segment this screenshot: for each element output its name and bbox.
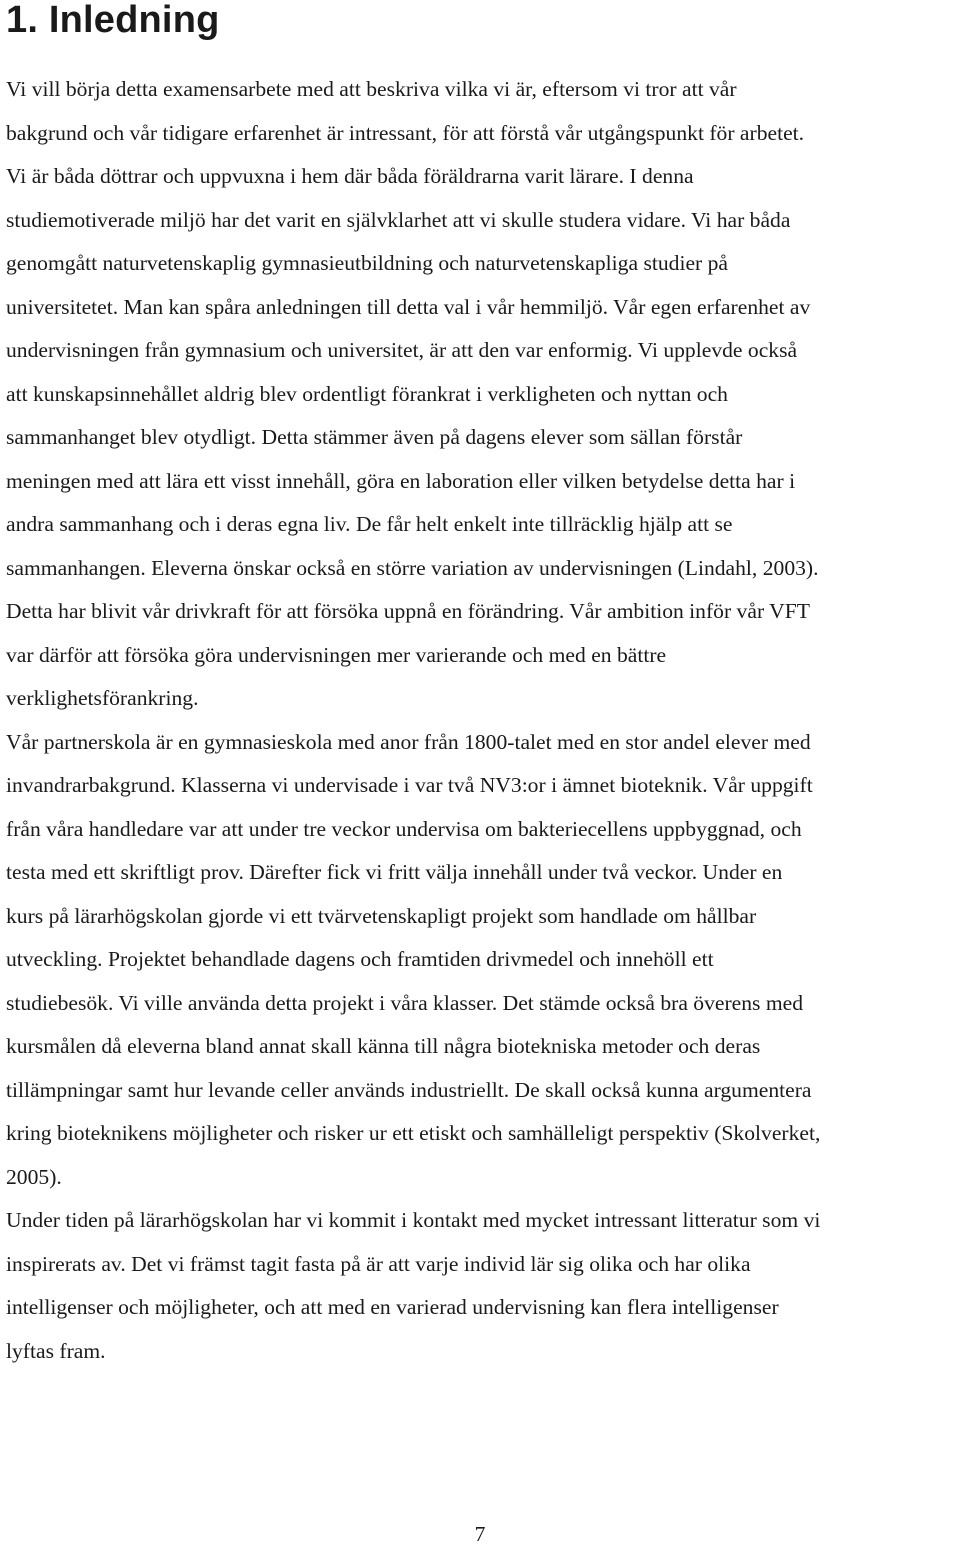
text-line: inspirerats av. Det vi främst tagit fasta på är att varje individ lär sig olika och har olika — [6, 1251, 751, 1276]
text-line: att kunskapsinnehållet aldrig blev ordentligt förankrat i verkligheten och nyttan och — [6, 381, 728, 406]
text-line: meningen med att lära ett visst innehåll, göra en laboration eller vilken betydelse detta har i — [6, 468, 796, 493]
text-line: Vår partnerskola är en gymnasieskola med anor från 1800-talet med en stor andel elever med — [6, 729, 811, 754]
text-line: undervisningen från gymnasium och universitet, är att den var enformig. Vi upplevde också — [6, 338, 798, 362]
text-line: kurs på lärarhögskolan gjorde vi ett tvärvetenskapligt projekt som handlade om hållbar — [6, 903, 757, 928]
text-line: universitetet. Man kan spåra anledningen till detta val i vår hemmiljö. Vår egen erfarenhet av — [6, 294, 811, 319]
text-line: studiebesök. Vi ville använda detta projekt i våra klasser. Det stämde också bra överens med — [6, 990, 804, 1015]
text-line: testa med ett skriftligt prov. Därefter fick vi fritt välja innehåll under två veckor. Under en — [6, 860, 783, 884]
text-line: invandrarbakgrund. Klasserna vi undervisade i var två NV3:or i ämnet bioteknik. Vår uppgift — [6, 773, 813, 797]
page-number: 7 — [474, 1522, 486, 1546]
text-line: verklighetsförankring. — [6, 686, 199, 710]
text-line: Vi är båda döttrar och uppvuxna i hem där båda föräldrarna varit lärare. I denna — [6, 164, 694, 188]
section-heading: 1. Inledning — [6, 0, 220, 41]
text-line: sammanhangen. Eleverna önskar också en större variation av undervisningen (Lindahl, 2003). — [6, 555, 819, 580]
text-line: 2005). — [6, 1164, 62, 1189]
text-line: intelligenser och möjligheter, och att med en varierad undervisning kan flera intelligenser — [6, 1295, 779, 1319]
text-line: genomgått naturvetenskaplig gymnasieutbildning och naturvetenskapliga studier på — [6, 251, 729, 275]
text-line: kring bioteknikens möjligheter och risker ur ett etiskt och samhälleligt perspektiv (Skolverket, — [6, 1121, 821, 1145]
text-line: utveckling. Projektet behandlade dagens och framtiden drivmedel och innehöll ett — [6, 947, 714, 971]
text-line: Vi vill börja detta examensarbete med att beskriva vilka vi är, eftersom vi tror att vår — [6, 77, 737, 101]
text-line: lyftas fram. — [6, 1338, 106, 1363]
text-line: bakgrund och vår tidigare erfarenhet är intressant, för att förstå vår utgångspunkt för arbetet. — [6, 120, 805, 145]
text-line: Under tiden på lärarhögskolan har vi kommit i kontakt med mycket intressant litteratur som vi — [6, 1208, 821, 1232]
text-line: andra sammanhang och i deras egna liv. De får helt enkelt inte tillräcklig hjälp att se — [6, 512, 733, 536]
text-line: studiemotiverade miljö har det varit en självklarhet att vi skulle studera vidare. Vi har båda — [6, 207, 791, 232]
text-line: från våra handledare var att under tre veckor undervisa om bakteriecellens uppbyggnad, och — [6, 816, 802, 841]
text-line: var därför att försöka göra undervisningen mer varierande och med en bättre — [6, 642, 667, 667]
text-line: sammanhanget blev otydligt. Detta stämmer även på dagens elever som sällan förstår — [6, 425, 743, 449]
text-line: Detta har blivit vår drivkraft för att försöka uppnå en förändring. Vår ambition inför vår VFT — [6, 599, 810, 623]
text-line: tillämpningar samt hur levande celler används industriellt. De skall också kunna argumentera — [6, 1077, 812, 1102]
text-line: kursmålen då eleverna bland annat skall känna till några biotekniska metoder och deras — [6, 1034, 761, 1058]
